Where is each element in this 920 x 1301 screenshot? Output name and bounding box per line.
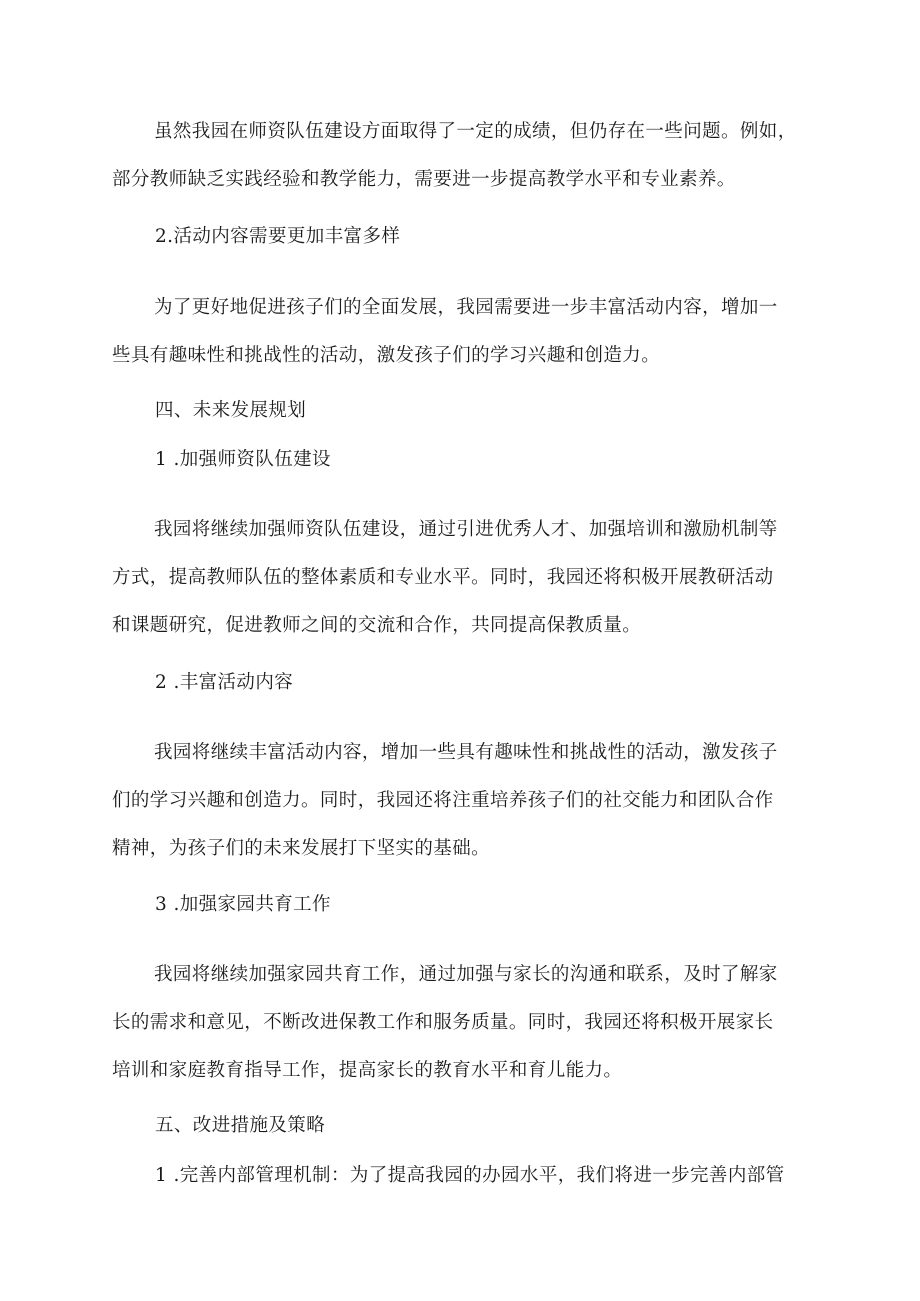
paragraph-home-school-plan [112, 964, 812, 1108]
heading-future-plan: 四、未来发展规划 [155, 400, 307, 421]
paragraph-line: 长的需求和意见，不断改进保教工作和服务质量。同时，我园还将积极开展家长 [112, 1012, 774, 1033]
paragraph-line: 虽然我园在师资队伍建设方面取得了一定的成绩，但仍存在一些问题。例如， [154, 121, 797, 142]
paragraph-line: 们的学习兴趣和创造力。同时，我园还将注重培养孩子们的社交能力和团队合作 [112, 790, 774, 811]
paragraph-line: 我园将继续加强家园共育工作，通过加强与家长的沟通和联系，及时了解家 [154, 964, 778, 985]
paragraph-activity-plan [112, 742, 812, 886]
paragraph-teacher-issues [112, 121, 812, 217]
paragraph-line: 我园将继续加强师资队伍建设，通过引进优秀人才、加强培训和激励机制等 [154, 519, 778, 540]
paragraph-line: 培训和家庭教育指导工作，提高家长的教育水平和育儿能力。 [112, 1060, 623, 1081]
paragraph-line: 部分教师缺乏实践经验和教学能力，需要进一步提高教学水平和专业素养。 [112, 169, 736, 190]
paragraph-line: 些具有趣味性和挑战性的活动，激发孩子们的学习兴趣和创造力。 [112, 345, 661, 366]
paragraph-enrich-activities [112, 297, 812, 393]
paragraph-line: 我园将继续丰富活动内容，增加一些具有趣味性和挑战性的活动，激发孩子 [154, 742, 778, 763]
heading-enrich-content: 2 .丰富活动内容 [155, 672, 294, 693]
paragraph-line: 为了更好地促进孩子们的全面发展，我园需要进一步丰富活动内容，增加一 [154, 297, 778, 318]
heading-activity-content-diversity: 2.活动内容需要更加丰富多样 [155, 226, 401, 247]
paragraph-line: 方式，提高教师队伍的整体素质和专业水平。同时，我园还将积极开展教研活动 [112, 567, 774, 588]
heading-home-school-cooperation: 3 .加强家园共育工作 [155, 894, 331, 915]
heading-strengthen-teachers: 1 .加强师资队伍建设 [155, 449, 331, 470]
heading-internal-management: 1 .完善内部管理机制：为了提高我园的办园水平，我们将进一步完善内部管 [155, 1165, 785, 1186]
heading-improvement-measures: 五、改进措施及策略 [155, 1115, 326, 1136]
paragraph-line: 和课题研究，促进教师之间的交流和合作，共同提高保教质量。 [112, 615, 642, 636]
paragraph-teacher-development [112, 519, 812, 663]
paragraph-line: 精神，为孩子们的未来发展打下坚实的基础。 [112, 838, 491, 859]
